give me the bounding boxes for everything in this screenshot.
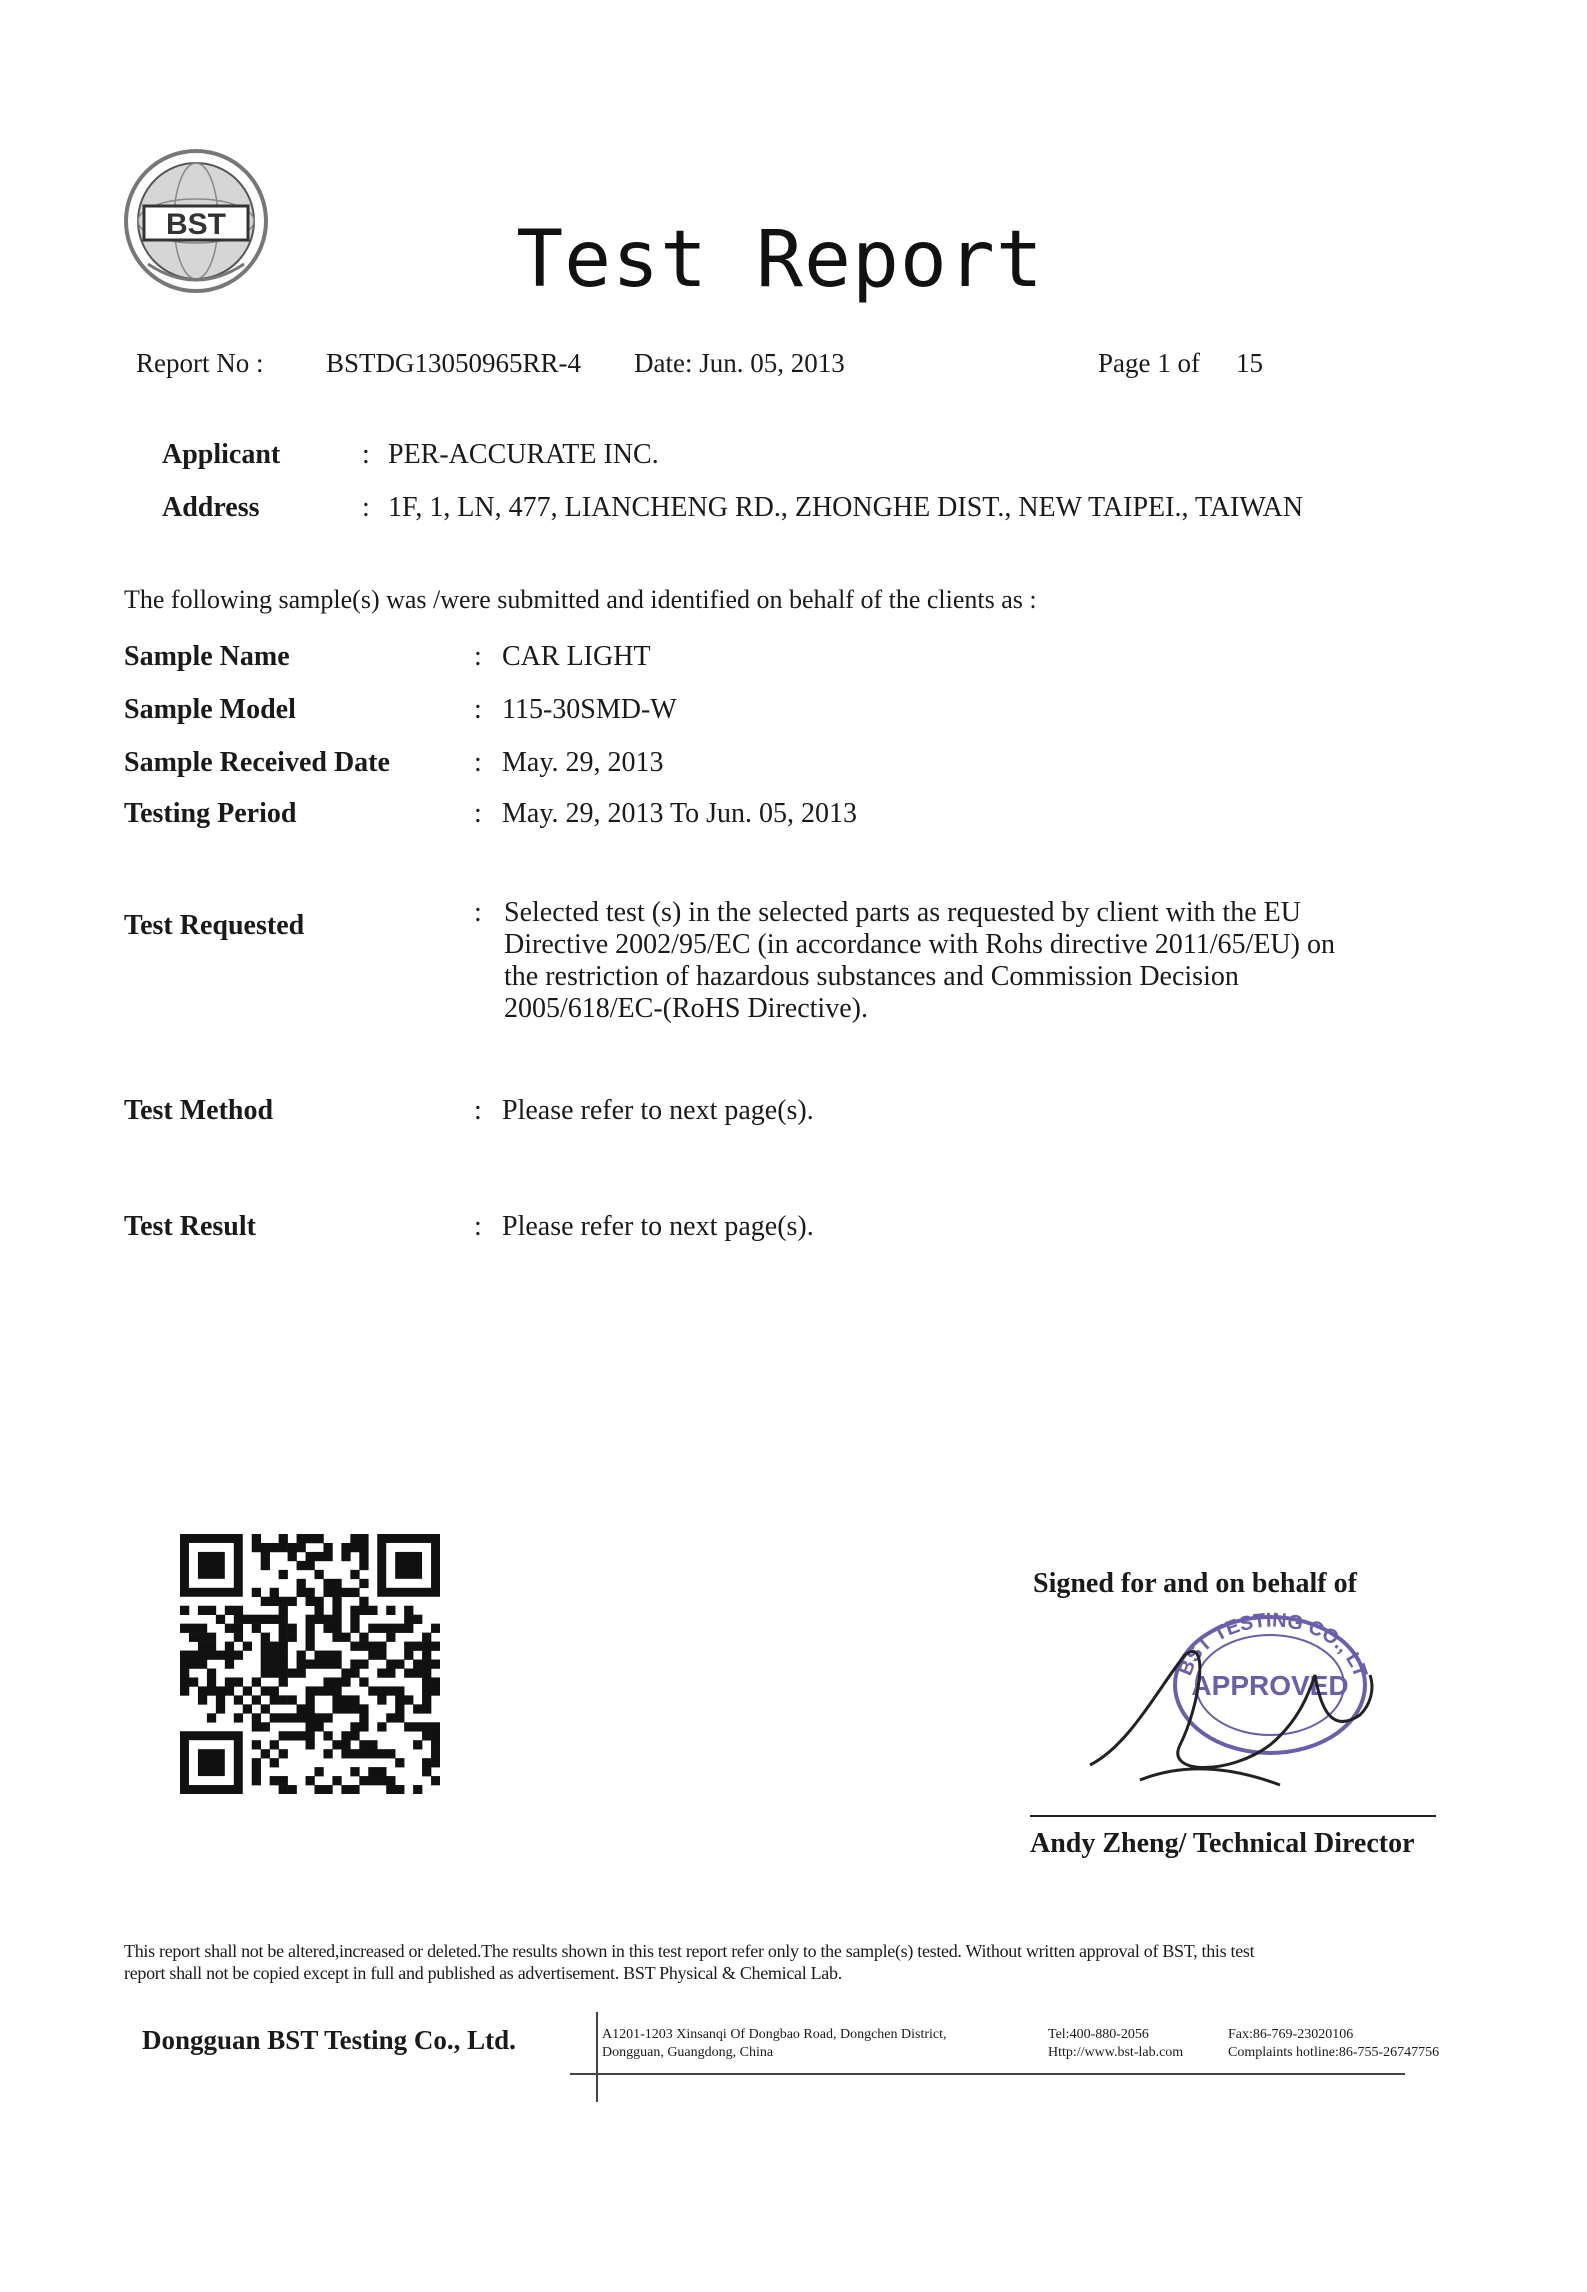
test-method-value: Please refer to next page(s). [502,1095,814,1126]
requested-line: 2005/618/EC-(RoHS Directive). [504,993,868,1024]
colon: : [474,641,482,672]
sample-name-value: CAR LIGHT [502,641,651,672]
report-no-label: Report No : [136,348,264,378]
applicant-label: Applicant [162,439,281,470]
address-label: Address [162,492,260,523]
sample-model-label: Sample Model [124,694,296,725]
sample-received-label: Sample Received Date [124,747,390,778]
testing-period-label: Testing Period [124,798,297,829]
address-line: A1201-1203 Xinsanqi Of Dongbao Road, Dongchen District, [602,2027,947,2042]
footer-http: Http://www.bst-lab.com [1048,2045,1184,2060]
signed-for-label: Signed for and on behalf of [1033,1568,1357,1599]
applicant-value: PER-ACCURATE INC. [388,439,659,470]
intro-text: The following sample(s) was /were submitted and identified on behalf of the clients as : [124,585,1037,614]
footer-rule [570,2073,1405,2075]
test-method-label: Test Method [124,1095,274,1126]
page-total: 15 [1236,348,1263,378]
address-value: 1F, 1, LN, 477, LIANCHENG RD., ZHONGHE DIST., NEW TAIPEI., TAIWAN [388,492,1304,523]
page-title: Test Report [516,215,1044,305]
colon: : [474,897,482,928]
colon: : [474,1211,482,1242]
test-result-value: Please refer to next page(s). [502,1211,814,1242]
colon: : [474,1095,482,1126]
signature-line [1030,1815,1436,1817]
testing-period-value: May. 29, 2013 To Jun. 05, 2013 [502,798,858,829]
stamp-text: BST TESTING CO., LT [1174,1609,1372,1681]
test-result-label: Test Result [124,1211,256,1242]
test-requested-value [504,897,1424,1025]
approved-stamp [1070,1595,1410,1805]
disclaimer [124,1940,1484,1984]
colon: : [474,694,482,725]
address-line: Dongguan, Guangdong, China [602,2045,774,2060]
sample-name-label: Sample Name [124,641,290,672]
requested-line: the restriction of hazardous substances and Commission Decision [504,961,1239,992]
footer-tel: Tel:400-880-2056 [1048,2027,1149,2042]
test-requested-label: Test Requested [124,910,305,941]
footer-complaints: Complaints hotline:86-755-26747756 [1228,2045,1440,2060]
signer-name: Andy Zheng/ Technical Director [1030,1828,1415,1859]
requested-line: Selected test (s) in the selected parts as requested by client with the EU [504,897,1301,928]
sample-model-value: 115-30SMD-W [502,694,677,725]
footer-fax-block [1228,2026,1439,2062]
requested-line: Directive 2002/95/EC (in accordance with Rohs directive 2011/65/EU) on [504,929,1335,960]
colon: : [474,747,482,778]
svg-text:BST TESTING CO., LTD [1070,1595,1371,1680]
disclaimer-line: report shall not be copied except in full and published as advertisement. BST Physical & Chemical Lab. [124,1963,842,1983]
logo-text: BST [166,208,226,241]
colon: : [362,492,370,523]
colon: : [474,798,482,829]
footer-address [602,2026,947,2062]
report-no-value: BSTDG13050965RR-4 [326,348,582,378]
report-date: Date: Jun. 05, 2013 [634,348,845,378]
footer-contact [1048,2026,1183,2062]
stamp-approved-text: APPROVED [1191,1670,1349,1701]
colon: : [362,439,370,470]
company-name: Dongguan BST Testing Co., Ltd. [142,2025,516,2055]
footer-divider [596,2012,598,2102]
footer-fax: Fax:86-769-23020106 [1228,2027,1354,2042]
sample-received-value: May. 29, 2013 [502,747,664,778]
qr-code [180,1534,440,1794]
page-label: Page 1 of [1098,348,1200,378]
disclaimer-line: This report shall not be altered,increased or deleted.The results shown in this test report refer only to the sample(s) tested. Without written approval of BST, this test [124,1941,1255,1961]
